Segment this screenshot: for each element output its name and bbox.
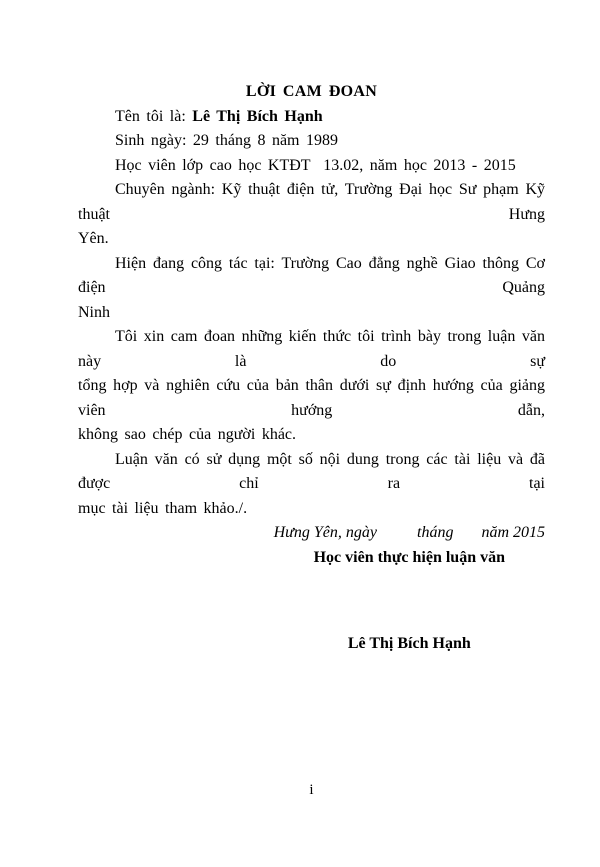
line-text: Học viên lớp cao học KTĐT 13.02, năm học 2013 - 2015 [115, 156, 516, 174]
line-declaration-3 [78, 423, 545, 448]
line-text: Yên. [78, 230, 109, 247]
line-major-2 [78, 227, 545, 252]
line-text: Ninh [78, 303, 110, 321]
line-class-info [78, 154, 545, 179]
line-text: Tên tôi là: [115, 107, 193, 125]
line-text: Chuyên ngành: Kỹ thuật điện tử, Trường Đại học Sư phạm Kỹ thuật Hưng [78, 181, 545, 223]
line-workplace-2 [78, 301, 545, 326]
page-number: i [309, 782, 314, 798]
line-references-2 [78, 497, 545, 522]
line-text: không sao chép của người khác. [78, 426, 297, 443]
line-references-1 [78, 448, 545, 497]
date-line: Hưng Yên, ngày tháng năm 2015 [273, 524, 545, 541]
signer-role: Học viên thực hiện luận văn [313, 548, 505, 566]
line-text: Sinh ngày: 29 tháng 8 năm 1989 [115, 132, 338, 149]
line-text: Luận văn có sử dụng một số nội dung trong các tài liệu và đã được chỉ ra tại [78, 450, 545, 492]
line-declaration-2 [78, 374, 545, 423]
document-content [78, 80, 545, 657]
page-title: LỜI CAM ĐOAN [245, 83, 378, 100]
line-text: mục tài liệu tham khảo./. [78, 499, 248, 517]
author-name: Lê Thị Bích Hạnh [192, 107, 323, 125]
line-text: tổng hợp và nghiên cứu của bản thân dưới sự định hướng của giảng viên hướng dẫn, [78, 377, 545, 419]
line-declaration-1 [78, 325, 545, 374]
signer-name: Lê Thị Bích Hạnh [347, 635, 471, 652]
line-birth-date [78, 129, 545, 154]
line-text: Tôi xin cam đoan những kiến thức tôi trình bày trong luận văn này là do sự [78, 328, 545, 370]
line-workplace-1 [78, 252, 545, 301]
line-author-intro [78, 105, 545, 130]
line-text: Hiện đang công tác tại: Trường Cao đẳng nghề Giao thông Cơ điện Quảng [78, 254, 545, 296]
signature-block [274, 521, 545, 657]
document-body [78, 105, 545, 522]
line-major-1 [78, 178, 545, 227]
